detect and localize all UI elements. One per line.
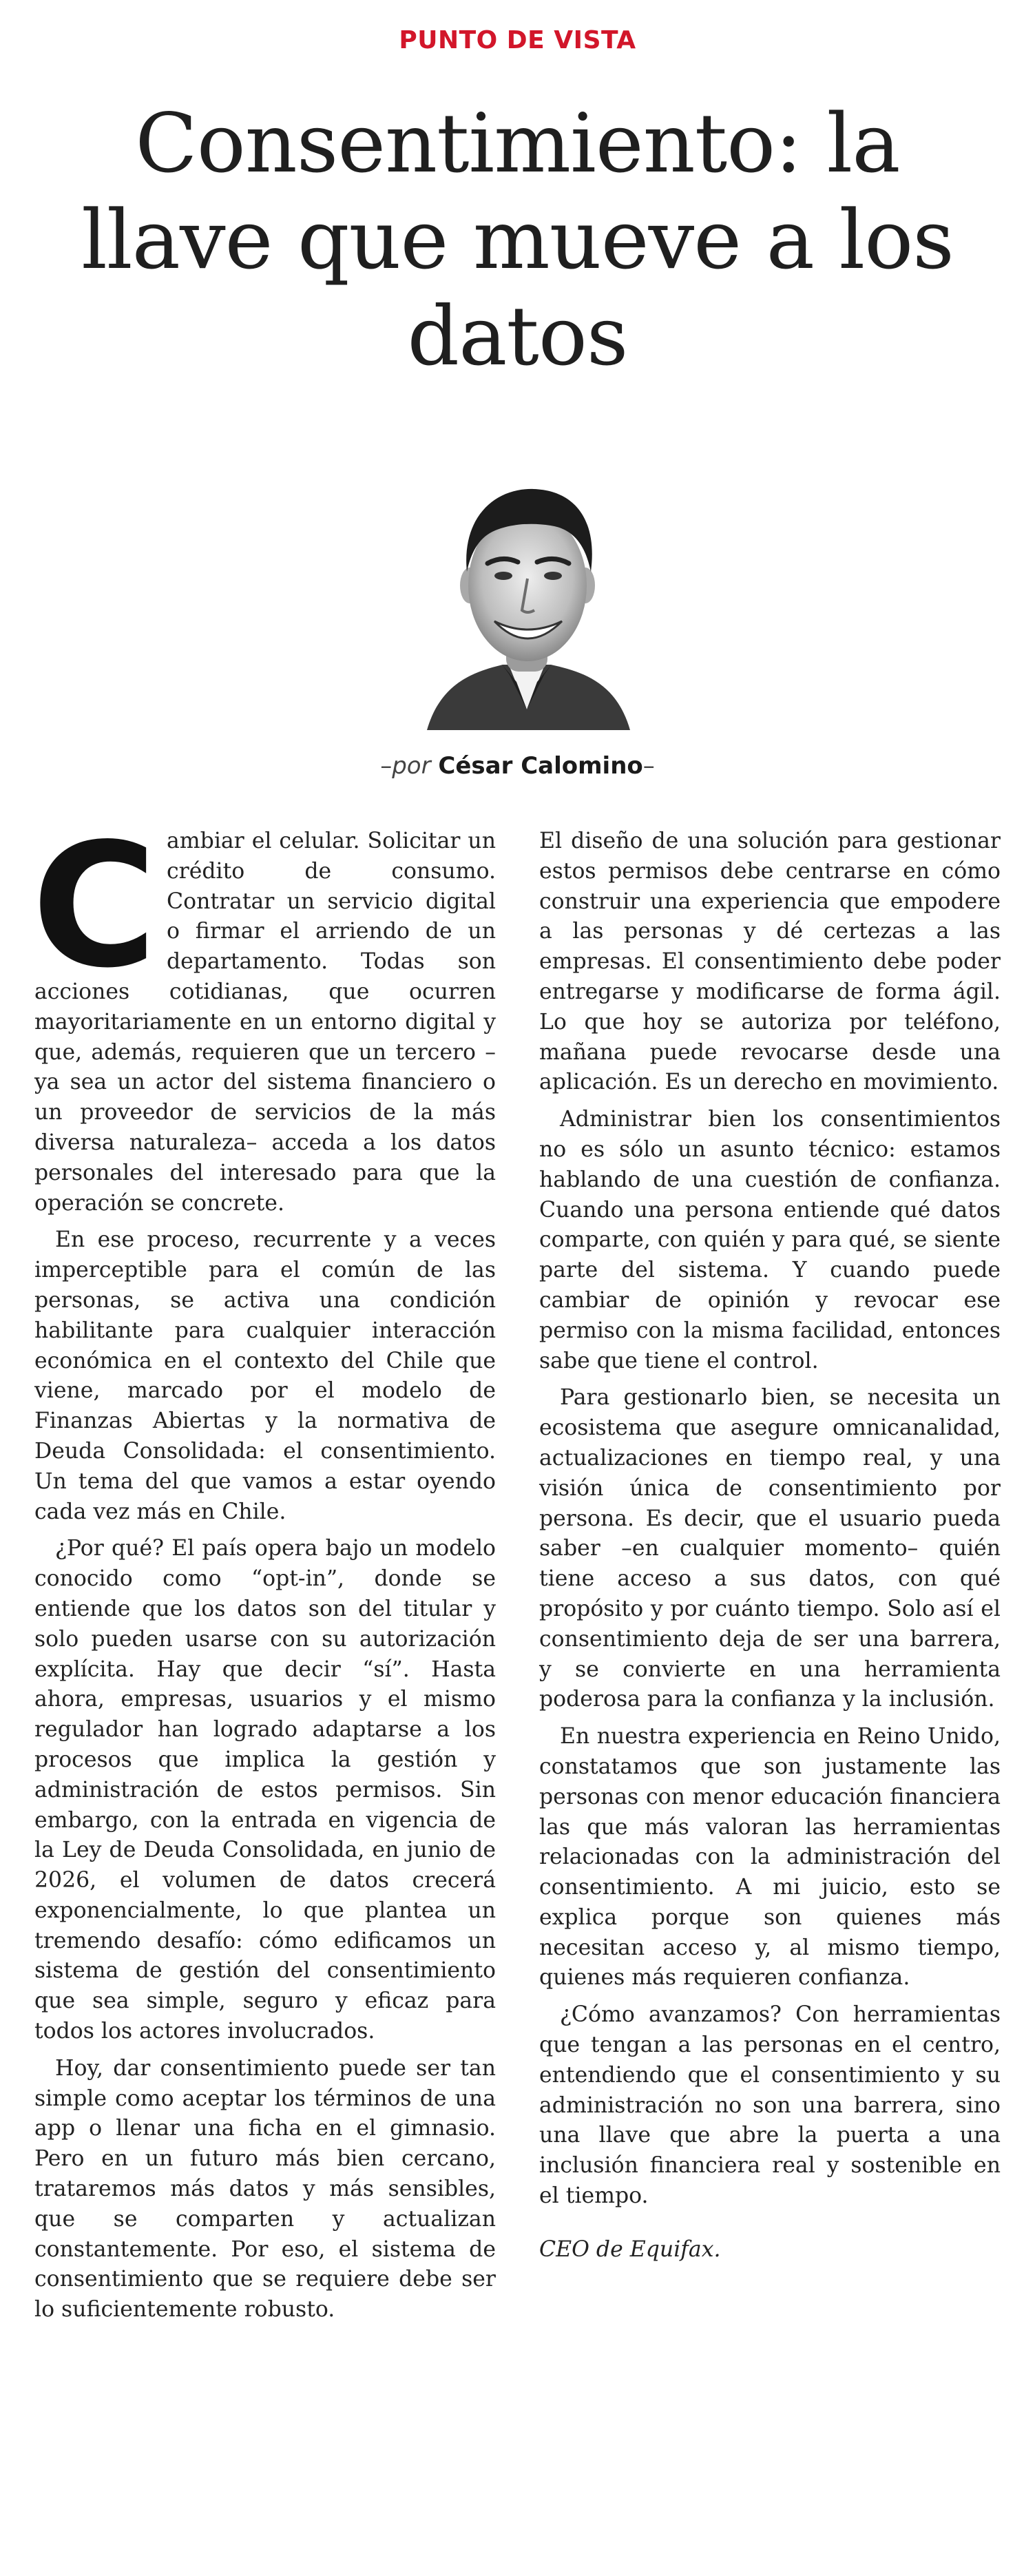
article-paragraph-4: Hoy, dar consentimiento puede ser tan simple como aceptar los términos de una app o llenar una ficha en el gimnasio. Pero en un futuro más bien cercano, trataremos más datos y más sensibles, que se comparten y actualizan constantemente. Por eso, el sistema de consentimiento que se requiere debe ser lo suficientemente robusto. xyxy=(34,2055,496,2323)
article-paragraph-2: En ese proceso, recurrente y a veces imperceptible para el común de las personas, se activa una condición habilitante para cualquier interacción económica en el contexto del Chile que viene, marcado por el modelo de Finanzas Abiertas y la normativa de Deuda Consolidada: el consentimiento. Un tema del que vamos a estar oyendo cada vez más en Chile. xyxy=(34,1227,496,1524)
article-paragraph-8: En nuestra experiencia en Reino Unido, constatamos que son justamente las personas con menor educación financiera las que más valoran las herramientas relacionadas con la administración del consentimiento. A mi juicio, esto se explica porque son quienes más necesitan acceso y, al mismo tiempo, quienes más requieren confianza. xyxy=(539,1724,1001,1991)
section-label: PUNTO DE VISTA xyxy=(399,26,636,54)
byline xyxy=(0,752,1035,780)
byline-dash-close: – xyxy=(642,752,655,780)
article-paragraph-1 xyxy=(32,807,496,1218)
article-paragraph-1-text: ambiar el celular. Solicitar un crédito de consumo. Contratar un servicio digital o firmar el arriendo de un departamento. Todas son acciones cotidianas, que ocurren mayoritariamente en un entorno digital y que, además, requieren que un tercero –ya sea un actor del sistema financiero o un proveedor de servicios de la más diversa naturaleza– acceda a los datos personales del interesado para que la operación se concrete. xyxy=(34,829,496,1216)
author-signoff: CEO de Equifax. xyxy=(539,2236,721,2262)
article-column-right xyxy=(539,827,1001,2272)
article-paragraph-3: ¿Por qué? El país opera bajo un modelo conocido como “opt-in”, donde se entiende que los datos son del titular y solo pueden usarse con su autorización explícita. Hay que decir “sí”. Hasta ahora, empresas, usuarios y el mismo regulador han logrado adaptarse a los procesos que implica la gestión y administración de estos permisos. Sin embargo, con la entrada en vigencia de la Ley de Deuda Consolidada, en junio de 2026, el volumen de datos crecerá exponencialmente, lo que plantea un tremendo desafío: cómo edificamos un sistema de gestión del consentimiento que sea simple, seguro y eficaz para todos los actores involucrados. xyxy=(34,1536,496,2044)
article-paragraph-6: Administrar bien los consentimientos no es sólo un asunto técnico: estamos hablando de una cuestión de confianza. Cuando una persona entiende qué datos comparte, con quién y para qué, se siente parte del sistema. Y cuando puede cambiar de opinión y revocar ese permiso con la misma facilidad, entonces sabe que tiene el control. xyxy=(539,1107,1001,1373)
article-paragraph-5: El diseño de una solución para gestionar estos permisos debe centrarse en cómo construir una experiencia que empodere a las personas y dé certezas a las empresas. El consentimiento debe poder entregarse y modificarse de forma ágil. Lo que hoy se autoriza por teléfono, mañana puede revocarse desde una aplicación. Es un derecho en movimiento. xyxy=(539,829,1001,1095)
article-column-left xyxy=(32,807,496,2332)
byline-dash-open: – xyxy=(380,752,393,780)
drop-cap: C xyxy=(32,807,158,1006)
headline: Consentimiento: la llave que mueve a los datos xyxy=(81,96,954,384)
author-portrait xyxy=(413,475,640,730)
article-paragraph-7: Para gestionarlo bien, se necesita un ecosistema que asegure omnicanalidad, actualizaciones en tiempo real, y una visión única de consentimiento por persona. Es decir, que el usuario pueda saber –en cualquier momento– quién tiene acceso a sus datos, con qué propósito y por cuánto tiempo. Solo así el consentimiento deja de ser una barrera, y se convierte en una herramienta poderosa para la confianza y la inclusión. xyxy=(539,1385,1001,1712)
article-paragraph-9: ¿Cómo avanzamos? Con herramientas que tengan a las personas en el centro, entendiendo que el consentimiento y su administración no son una barrera, sino una llave que abre la puerta a una inclusión financiera real y sostenible en el tiempo. xyxy=(539,2002,1001,2209)
byline-author: César Calomino xyxy=(438,752,643,780)
byline-por: por xyxy=(392,752,431,780)
